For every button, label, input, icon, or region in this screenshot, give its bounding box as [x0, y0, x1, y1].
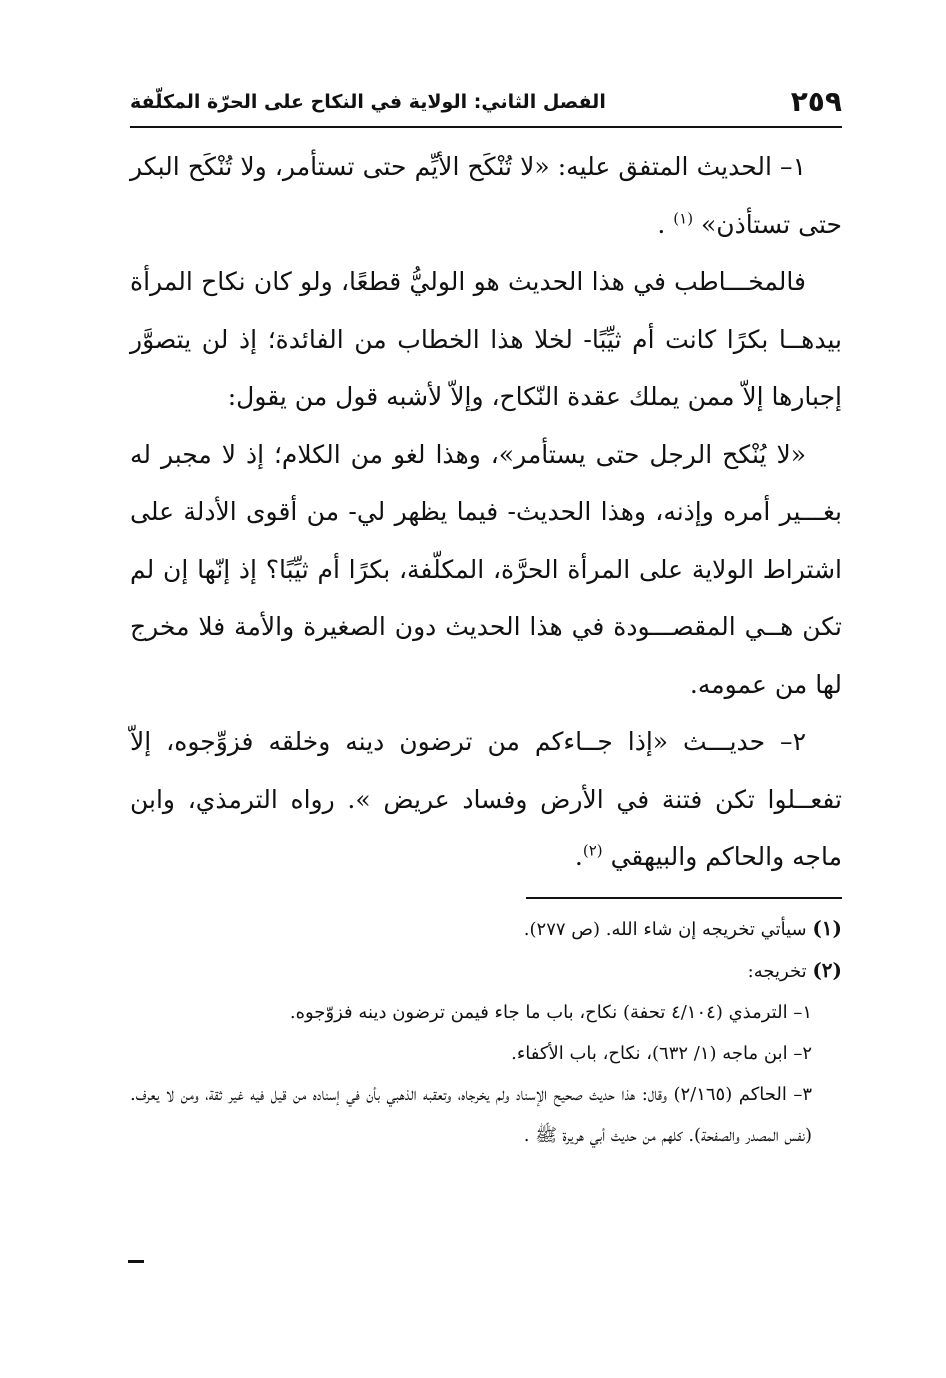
paragraph-hadith-2-text: ٢– حديـــث «إذا جــاءكم من ترضون دينه وخلقه فزوِّجوه، إلاّ تفعــلوا تكن فتنة في الأرض وفساد عريض ». رواه الترمذي، وابن ماجه والحاكم والبيهقي [130, 727, 842, 871]
page-end-mark [128, 1260, 144, 1263]
footnote-2-item-1: ١– الترمذي (٤/١٠٤ تحفة) نكاح، باب ما جاء فيمن ترضون دينه فزوّجوه. [289, 1002, 812, 1023]
footnote-separator [526, 897, 842, 899]
paragraph-hadith-1-text: ١– الحديث المتفق عليه: «لا تُنْكَح الأيِّم حتى تستأمر، ولا تُنْكَح البكر حتى تستأذن» [130, 152, 842, 239]
paragraph-commentary-1: فالمخـــاطب في هذا الحديث هو الوليُّ قطعًا، ولو كان نكاح المرأة بيدهــا بكرًا كانت أم ثيِّبًا- لخلا هذا الخطاب من الفائدة؛ إذ لن يتصوَّر إجبارها إلاّ ممن يملك عقدة النّكاح، وإلاّ لأشبه قول من يقول: [130, 267, 842, 411]
paragraph-hadith-1-end: . [657, 209, 674, 239]
footnote-ref-2[interactable]: (٢) [582, 841, 603, 860]
paragraph-hadith-2 [130, 713, 842, 886]
paragraph-commentary-2: «لا يُنْكح الرجل حتى يستأمر»، وهذا لغو من الكلام؛ إذ لا مجبر له بغـــير أمره وإذنه، وهذا الحديث- فيما يظهر لي- من أقوى الأدلة على اشتراط الولاية على المرأة الحرَّة، المكلّفة، بكرًا أم ثيِّبًا؟ إذ إنّها إن لم تكن هــي المقصـــودة في هذا الحديث دون الصغيرة والأمة فلا مخرج لها من عمومه. [130, 439, 842, 699]
footnote-2 [130, 950, 842, 992]
footnote-2-text: تخريجه: [747, 961, 807, 982]
footnote-ref-1[interactable]: (١) [673, 209, 694, 228]
page-number: ٢٥٩ [790, 85, 842, 118]
paragraph-hadith-2-end: . [574, 842, 583, 871]
main-text [130, 138, 842, 886]
header-rule [130, 126, 842, 128]
paragraph-hadith-1 [130, 138, 842, 253]
footnote-1-marker: (١) [812, 916, 842, 940]
footnote-2-item-2: ٢– ابن ماجه (١/ ٦٣٢)، نكاح، باب الأكفاء. [511, 1043, 812, 1064]
running-title: الفصل الثاني: الولاية في النكاح على الحرّة المكلّفة [130, 91, 606, 113]
footnote-2-marker: (٢) [812, 958, 842, 982]
footnote-2-item-3: ٣– الحاكم (٢/١٦٥) وقال: هذا حديث صحيح الإسناد ولم يخرجاه، وتعقبه الذهبي بأن في إسناده من قيل فيه غير ثقة، ومن لا يعرف. (نفس المصدر والصفحة). كلهم من حديث أبي هريرة ﷺ . [130, 1084, 812, 1146]
footnotes [130, 908, 842, 1156]
footnote-1-text: سيأتي تخريجه إن شاء الله. (ص ٢٧٧). [523, 919, 807, 940]
page-header [130, 84, 842, 124]
footnote-1 [130, 908, 842, 950]
